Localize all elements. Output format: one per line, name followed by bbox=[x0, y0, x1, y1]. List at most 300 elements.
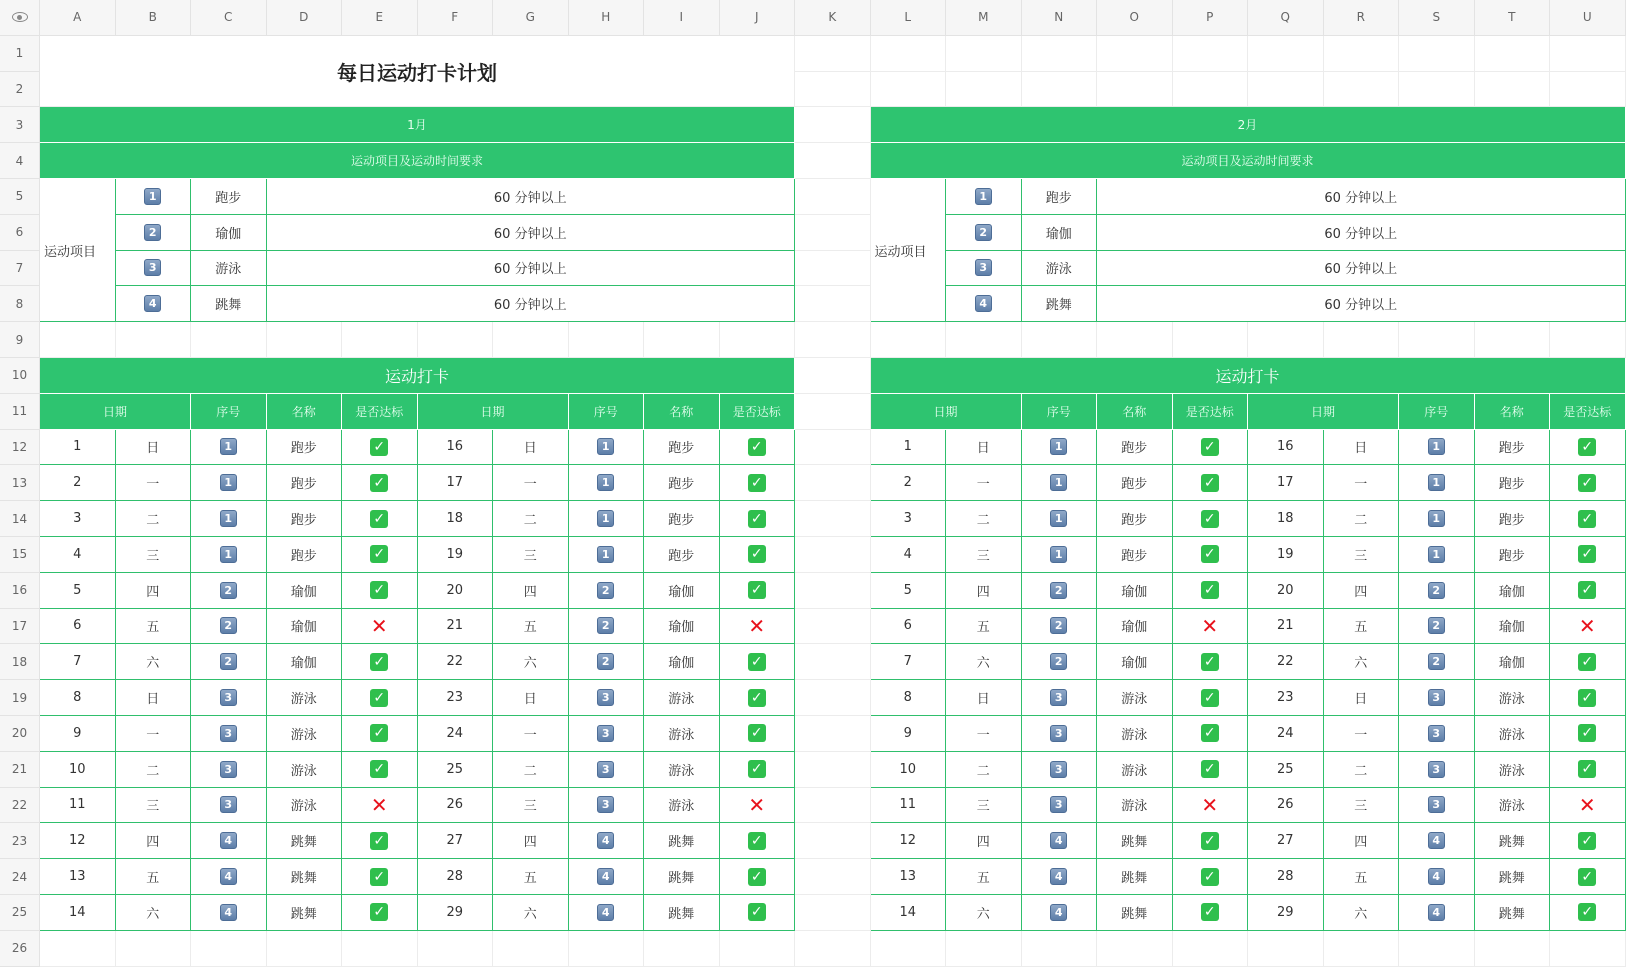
weekday-cell[interactable]: 四 bbox=[116, 573, 192, 609]
row-header-22[interactable]: 22 bbox=[0, 788, 40, 824]
header-date[interactable]: 日期 bbox=[40, 394, 191, 430]
weekday-cell[interactable]: 二 bbox=[946, 501, 1022, 537]
empty-cell[interactable] bbox=[342, 322, 418, 358]
activity-number[interactable] bbox=[1022, 895, 1098, 931]
empty-cell[interactable] bbox=[493, 322, 569, 358]
date-cell[interactable]: 28 bbox=[1248, 859, 1324, 895]
passed-cell[interactable] bbox=[720, 501, 796, 537]
date-cell[interactable]: 14 bbox=[40, 895, 116, 931]
empty-cell[interactable] bbox=[795, 286, 871, 322]
empty-cell[interactable] bbox=[946, 931, 1022, 967]
row-header-14[interactable]: 14 bbox=[0, 501, 40, 537]
row-header-3[interactable]: 3 bbox=[0, 107, 40, 143]
passed-cell[interactable] bbox=[342, 895, 418, 931]
empty-cell[interactable] bbox=[493, 931, 569, 967]
activity-name[interactable]: 跑步 bbox=[1475, 537, 1551, 573]
activity-number[interactable] bbox=[569, 859, 645, 895]
column-header-M[interactable]: M bbox=[946, 0, 1022, 36]
activity-number[interactable] bbox=[1399, 680, 1475, 716]
activity-name[interactable]: 跑步 bbox=[644, 537, 720, 573]
activity-number[interactable] bbox=[191, 895, 267, 931]
column-header-J[interactable]: J bbox=[720, 0, 796, 36]
activity-number[interactable] bbox=[191, 537, 267, 573]
weekday-cell[interactable]: 五 bbox=[946, 859, 1022, 895]
activity-name[interactable]: 游泳 bbox=[1475, 680, 1551, 716]
weekday-cell[interactable]: 二 bbox=[1324, 752, 1400, 788]
activity-name[interactable]: 瑜伽 bbox=[1475, 644, 1551, 680]
empty-cell[interactable] bbox=[1550, 72, 1626, 108]
activity-name[interactable]: 瑜伽 bbox=[1097, 644, 1173, 680]
date-cell[interactable]: 26 bbox=[418, 788, 494, 824]
activity-number[interactable] bbox=[1399, 537, 1475, 573]
activity-name[interactable]: 游泳 bbox=[267, 752, 343, 788]
empty-cell[interactable] bbox=[1475, 72, 1551, 108]
date-cell[interactable]: 20 bbox=[418, 573, 494, 609]
column-header-D[interactable]: D bbox=[267, 0, 343, 36]
activity-name[interactable]: 跳舞 bbox=[644, 823, 720, 859]
empty-cell[interactable] bbox=[1173, 72, 1249, 108]
column-header-U[interactable]: U bbox=[1550, 0, 1626, 36]
empty-cell[interactable] bbox=[795, 36, 871, 72]
activity-number[interactable] bbox=[116, 215, 192, 251]
empty-cell[interactable] bbox=[1173, 931, 1249, 967]
weekday-cell[interactable]: 五 bbox=[1324, 859, 1400, 895]
date-cell[interactable]: 24 bbox=[418, 716, 494, 752]
column-header-I[interactable]: I bbox=[644, 0, 720, 36]
column-header-S[interactable]: S bbox=[1399, 0, 1475, 36]
empty-cell[interactable] bbox=[795, 609, 871, 645]
row-header-24[interactable]: 24 bbox=[0, 859, 40, 895]
empty-cell[interactable] bbox=[795, 358, 871, 394]
activity-number[interactable] bbox=[1399, 644, 1475, 680]
empty-cell[interactable] bbox=[795, 143, 871, 179]
date-cell[interactable]: 14 bbox=[871, 895, 947, 931]
activity-number[interactable] bbox=[946, 215, 1022, 251]
activity-number[interactable] bbox=[191, 644, 267, 680]
empty-cell[interactable] bbox=[795, 501, 871, 537]
date-cell[interactable]: 9 bbox=[40, 716, 116, 752]
activity-name[interactable]: 游泳 bbox=[1097, 788, 1173, 824]
weekday-cell[interactable]: 四 bbox=[1324, 823, 1400, 859]
empty-cell[interactable] bbox=[795, 573, 871, 609]
weekday-cell[interactable]: 一 bbox=[116, 465, 192, 501]
activity-name[interactable]: 跑步 bbox=[1475, 465, 1551, 501]
date-cell[interactable]: 20 bbox=[1248, 573, 1324, 609]
empty-cell[interactable] bbox=[1475, 36, 1551, 72]
passed-cell[interactable] bbox=[1550, 716, 1626, 752]
date-cell[interactable]: 27 bbox=[418, 823, 494, 859]
column-header-P[interactable]: P bbox=[1173, 0, 1249, 36]
empty-cell[interactable] bbox=[1022, 322, 1098, 358]
passed-cell[interactable] bbox=[342, 752, 418, 788]
empty-cell[interactable] bbox=[795, 823, 871, 859]
empty-cell[interactable] bbox=[116, 322, 192, 358]
activity-number[interactable] bbox=[191, 501, 267, 537]
date-cell[interactable]: 23 bbox=[1248, 680, 1324, 716]
passed-cell[interactable] bbox=[720, 859, 796, 895]
passed-cell[interactable] bbox=[720, 680, 796, 716]
weekday-cell[interactable]: 二 bbox=[493, 752, 569, 788]
row-header-26[interactable]: 26 bbox=[0, 931, 40, 967]
date-cell[interactable]: 4 bbox=[40, 537, 116, 573]
date-cell[interactable]: 7 bbox=[40, 644, 116, 680]
passed-cell[interactable] bbox=[1550, 609, 1626, 645]
weekday-cell[interactable]: 日 bbox=[493, 680, 569, 716]
activity-name[interactable]: 跳舞 bbox=[267, 859, 343, 895]
activity-number[interactable] bbox=[191, 823, 267, 859]
empty-cell[interactable] bbox=[644, 931, 720, 967]
header-passed[interactable]: 是否达标 bbox=[1550, 394, 1626, 430]
date-cell[interactable]: 5 bbox=[40, 573, 116, 609]
empty-cell[interactable] bbox=[1248, 72, 1324, 108]
passed-cell[interactable] bbox=[342, 716, 418, 752]
weekday-cell[interactable]: 一 bbox=[946, 465, 1022, 501]
empty-cell[interactable] bbox=[795, 215, 871, 251]
passed-cell[interactable] bbox=[342, 823, 418, 859]
empty-cell[interactable] bbox=[342, 931, 418, 967]
activity-requirement[interactable]: 60 分钟以上 bbox=[1097, 251, 1626, 287]
date-cell[interactable]: 11 bbox=[40, 788, 116, 824]
weekday-cell[interactable]: 五 bbox=[116, 859, 192, 895]
empty-cell[interactable] bbox=[267, 322, 343, 358]
activity-requirement[interactable]: 60 分钟以上 bbox=[1097, 286, 1626, 322]
activity-number[interactable] bbox=[1022, 716, 1098, 752]
weekday-cell[interactable]: 六 bbox=[946, 895, 1022, 931]
activity-name[interactable]: 瑜伽 bbox=[1022, 215, 1098, 251]
empty-cell[interactable] bbox=[1022, 72, 1098, 108]
row-header-1[interactable]: 1 bbox=[0, 36, 40, 72]
activity-number[interactable] bbox=[116, 286, 192, 322]
activity-name[interactable]: 瑜伽 bbox=[267, 609, 343, 645]
activity-number[interactable] bbox=[191, 465, 267, 501]
month-header-2[interactable]: 2月 bbox=[871, 107, 1626, 143]
passed-cell[interactable] bbox=[1173, 680, 1249, 716]
activity-name[interactable]: 跑步 bbox=[1097, 501, 1173, 537]
empty-cell[interactable] bbox=[1324, 36, 1400, 72]
activity-name[interactable]: 跑步 bbox=[1097, 537, 1173, 573]
activity-name[interactable]: 跑步 bbox=[267, 537, 343, 573]
passed-cell[interactable] bbox=[1173, 609, 1249, 645]
column-header-A[interactable]: A bbox=[40, 0, 116, 36]
activity-number[interactable] bbox=[569, 501, 645, 537]
activity-name[interactable]: 游泳 bbox=[1097, 752, 1173, 788]
weekday-cell[interactable]: 日 bbox=[1324, 680, 1400, 716]
passed-cell[interactable] bbox=[720, 573, 796, 609]
passed-cell[interactable] bbox=[1550, 573, 1626, 609]
passed-cell[interactable] bbox=[342, 430, 418, 466]
date-cell[interactable]: 25 bbox=[418, 752, 494, 788]
date-cell[interactable]: 17 bbox=[418, 465, 494, 501]
activity-number[interactable] bbox=[191, 609, 267, 645]
weekday-cell[interactable]: 四 bbox=[1324, 573, 1400, 609]
activity-name[interactable]: 瑜伽 bbox=[1097, 573, 1173, 609]
header-number[interactable]: 序号 bbox=[1022, 394, 1098, 430]
passed-cell[interactable] bbox=[720, 895, 796, 931]
empty-cell[interactable] bbox=[191, 322, 267, 358]
column-header-O[interactable]: O bbox=[1097, 0, 1173, 36]
activity-name[interactable]: 跑步 bbox=[644, 501, 720, 537]
weekday-cell[interactable]: 三 bbox=[493, 537, 569, 573]
activity-name[interactable]: 跑步 bbox=[191, 179, 267, 215]
passed-cell[interactable] bbox=[1173, 823, 1249, 859]
row-header-13[interactable]: 13 bbox=[0, 465, 40, 501]
passed-cell[interactable] bbox=[1173, 465, 1249, 501]
passed-cell[interactable] bbox=[342, 465, 418, 501]
header-name[interactable]: 名称 bbox=[267, 394, 343, 430]
empty-cell[interactable] bbox=[644, 322, 720, 358]
empty-cell[interactable] bbox=[1324, 931, 1400, 967]
activity-number[interactable] bbox=[569, 823, 645, 859]
activity-name[interactable]: 游泳 bbox=[267, 788, 343, 824]
empty-cell[interactable] bbox=[795, 251, 871, 287]
activity-number[interactable] bbox=[1022, 823, 1098, 859]
passed-cell[interactable] bbox=[720, 752, 796, 788]
empty-cell[interactable] bbox=[569, 322, 645, 358]
activity-number[interactable] bbox=[1399, 895, 1475, 931]
passed-cell[interactable] bbox=[720, 609, 796, 645]
activity-number[interactable] bbox=[1399, 501, 1475, 537]
empty-cell[interactable] bbox=[1248, 322, 1324, 358]
weekday-cell[interactable]: 二 bbox=[116, 501, 192, 537]
weekday-cell[interactable]: 二 bbox=[946, 752, 1022, 788]
activity-number[interactable] bbox=[569, 609, 645, 645]
row-header-5[interactable]: 5 bbox=[0, 179, 40, 215]
empty-cell[interactable] bbox=[40, 931, 116, 967]
activity-name[interactable]: 跳舞 bbox=[191, 286, 267, 322]
empty-cell[interactable] bbox=[1022, 931, 1098, 967]
date-cell[interactable]: 26 bbox=[1248, 788, 1324, 824]
activity-name[interactable]: 游泳 bbox=[1475, 788, 1551, 824]
activity-number[interactable] bbox=[1399, 609, 1475, 645]
weekday-cell[interactable]: 六 bbox=[946, 644, 1022, 680]
activity-number[interactable] bbox=[569, 573, 645, 609]
weekday-cell[interactable]: 三 bbox=[493, 788, 569, 824]
date-cell[interactable]: 22 bbox=[1248, 644, 1324, 680]
activity-number[interactable] bbox=[569, 537, 645, 573]
header-passed[interactable]: 是否达标 bbox=[342, 394, 418, 430]
row-header-16[interactable]: 16 bbox=[0, 573, 40, 609]
empty-cell[interactable] bbox=[871, 72, 947, 108]
activity-number[interactable] bbox=[946, 179, 1022, 215]
activity-number[interactable] bbox=[1399, 465, 1475, 501]
header-date[interactable]: 日期 bbox=[418, 394, 569, 430]
passed-cell[interactable] bbox=[1550, 752, 1626, 788]
passed-cell[interactable] bbox=[1173, 895, 1249, 931]
empty-cell[interactable] bbox=[946, 322, 1022, 358]
passed-cell[interactable] bbox=[1550, 644, 1626, 680]
passed-cell[interactable] bbox=[720, 537, 796, 573]
date-cell[interactable]: 21 bbox=[1248, 609, 1324, 645]
empty-cell[interactable] bbox=[795, 537, 871, 573]
activity-number[interactable] bbox=[1399, 752, 1475, 788]
empty-cell[interactable] bbox=[795, 752, 871, 788]
empty-cell[interactable] bbox=[795, 788, 871, 824]
weekday-cell[interactable]: 四 bbox=[493, 823, 569, 859]
date-cell[interactable]: 3 bbox=[871, 501, 947, 537]
activity-number[interactable] bbox=[569, 752, 645, 788]
activity-name[interactable]: 游泳 bbox=[1475, 716, 1551, 752]
row-header-8[interactable]: 8 bbox=[0, 286, 40, 322]
weekday-cell[interactable]: 五 bbox=[116, 609, 192, 645]
row-header-2[interactable]: 2 bbox=[0, 72, 40, 108]
column-header-H[interactable]: H bbox=[569, 0, 645, 36]
row-header-9[interactable]: 9 bbox=[0, 322, 40, 358]
empty-cell[interactable] bbox=[795, 859, 871, 895]
empty-cell[interactable] bbox=[1097, 322, 1173, 358]
row-header-25[interactable]: 25 bbox=[0, 895, 40, 931]
passed-cell[interactable] bbox=[342, 859, 418, 895]
empty-cell[interactable] bbox=[1550, 931, 1626, 967]
activity-name[interactable]: 游泳 bbox=[1097, 716, 1173, 752]
header-name[interactable]: 名称 bbox=[644, 394, 720, 430]
empty-cell[interactable] bbox=[1097, 72, 1173, 108]
date-cell[interactable]: 29 bbox=[418, 895, 494, 931]
date-cell[interactable]: 22 bbox=[418, 644, 494, 680]
empty-cell[interactable] bbox=[418, 322, 494, 358]
date-cell[interactable]: 2 bbox=[871, 465, 947, 501]
activity-number[interactable] bbox=[191, 573, 267, 609]
activity-name[interactable]: 跳舞 bbox=[1097, 895, 1173, 931]
requirement-header[interactable]: 运动项目及运动时间要求 bbox=[871, 143, 1626, 179]
column-header-G[interactable]: G bbox=[493, 0, 569, 36]
passed-cell[interactable] bbox=[720, 430, 796, 466]
sports-label[interactable]: 运动项目 bbox=[871, 179, 947, 322]
empty-cell[interactable] bbox=[795, 430, 871, 466]
weekday-cell[interactable]: 六 bbox=[1324, 895, 1400, 931]
activity-number[interactable] bbox=[1399, 859, 1475, 895]
activity-requirement[interactable]: 60 分钟以上 bbox=[267, 179, 796, 215]
activity-name[interactable]: 跳舞 bbox=[1097, 859, 1173, 895]
month-header-1[interactable]: 1月 bbox=[40, 107, 795, 143]
weekday-cell[interactable]: 一 bbox=[493, 716, 569, 752]
passed-cell[interactable] bbox=[342, 680, 418, 716]
empty-cell[interactable] bbox=[267, 931, 343, 967]
date-cell[interactable]: 2 bbox=[40, 465, 116, 501]
passed-cell[interactable] bbox=[720, 465, 796, 501]
weekday-cell[interactable]: 三 bbox=[1324, 788, 1400, 824]
passed-cell[interactable] bbox=[1173, 573, 1249, 609]
activity-name[interactable]: 游泳 bbox=[644, 788, 720, 824]
date-cell[interactable]: 19 bbox=[418, 537, 494, 573]
empty-cell[interactable] bbox=[946, 36, 1022, 72]
column-header-R[interactable]: R bbox=[1324, 0, 1400, 36]
empty-cell[interactable] bbox=[871, 322, 947, 358]
activity-number[interactable] bbox=[1399, 823, 1475, 859]
weekday-cell[interactable]: 五 bbox=[1324, 609, 1400, 645]
activity-number[interactable] bbox=[569, 644, 645, 680]
activity-requirement[interactable]: 60 分钟以上 bbox=[1097, 179, 1626, 215]
column-header-T[interactable]: T bbox=[1475, 0, 1551, 36]
requirement-header[interactable]: 运动项目及运动时间要求 bbox=[40, 143, 795, 179]
activity-number[interactable] bbox=[569, 465, 645, 501]
row-header-19[interactable]: 19 bbox=[0, 680, 40, 716]
row-header-7[interactable]: 7 bbox=[0, 251, 40, 287]
date-cell[interactable]: 8 bbox=[871, 680, 947, 716]
date-cell[interactable]: 18 bbox=[1248, 501, 1324, 537]
activity-number[interactable] bbox=[1399, 573, 1475, 609]
empty-cell[interactable] bbox=[871, 931, 947, 967]
column-header-K[interactable]: K bbox=[795, 0, 871, 36]
row-header-10[interactable]: 10 bbox=[0, 358, 40, 394]
empty-cell[interactable] bbox=[795, 179, 871, 215]
passed-cell[interactable] bbox=[720, 716, 796, 752]
weekday-cell[interactable]: 二 bbox=[493, 501, 569, 537]
activity-name[interactable]: 跳舞 bbox=[644, 859, 720, 895]
activity-number[interactable] bbox=[116, 179, 192, 215]
passed-cell[interactable] bbox=[1173, 430, 1249, 466]
column-header-N[interactable]: N bbox=[1022, 0, 1098, 36]
weekday-cell[interactable]: 日 bbox=[946, 430, 1022, 466]
activity-number[interactable] bbox=[191, 752, 267, 788]
weekday-cell[interactable]: 六 bbox=[116, 895, 192, 931]
weekday-cell[interactable]: 六 bbox=[493, 644, 569, 680]
activity-number[interactable] bbox=[569, 788, 645, 824]
weekday-cell[interactable]: 一 bbox=[1324, 716, 1400, 752]
empty-cell[interactable] bbox=[1248, 36, 1324, 72]
activity-name[interactable]: 跑步 bbox=[644, 465, 720, 501]
activity-number[interactable] bbox=[569, 716, 645, 752]
empty-cell[interactable] bbox=[1173, 322, 1249, 358]
activity-name[interactable]: 游泳 bbox=[644, 680, 720, 716]
empty-cell[interactable] bbox=[795, 322, 871, 358]
date-cell[interactable]: 1 bbox=[871, 430, 947, 466]
date-cell[interactable]: 19 bbox=[1248, 537, 1324, 573]
activity-name[interactable]: 跳舞 bbox=[1022, 286, 1098, 322]
weekday-cell[interactable]: 三 bbox=[946, 537, 1022, 573]
weekday-cell[interactable]: 六 bbox=[116, 644, 192, 680]
date-cell[interactable]: 16 bbox=[418, 430, 494, 466]
passed-cell[interactable] bbox=[720, 644, 796, 680]
empty-cell[interactable] bbox=[1324, 322, 1400, 358]
date-cell[interactable]: 21 bbox=[418, 609, 494, 645]
date-cell[interactable]: 8 bbox=[40, 680, 116, 716]
weekday-cell[interactable]: 日 bbox=[116, 680, 192, 716]
empty-cell[interactable] bbox=[1475, 322, 1551, 358]
weekday-cell[interactable]: 六 bbox=[493, 895, 569, 931]
activity-number[interactable] bbox=[1022, 644, 1098, 680]
empty-cell[interactable] bbox=[795, 465, 871, 501]
passed-cell[interactable] bbox=[342, 609, 418, 645]
activity-requirement[interactable]: 60 分钟以上 bbox=[267, 286, 796, 322]
passed-cell[interactable] bbox=[1173, 859, 1249, 895]
activity-name[interactable]: 跑步 bbox=[644, 430, 720, 466]
passed-cell[interactable] bbox=[1173, 716, 1249, 752]
empty-cell[interactable] bbox=[720, 322, 796, 358]
weekday-cell[interactable]: 五 bbox=[946, 609, 1022, 645]
date-cell[interactable]: 16 bbox=[1248, 430, 1324, 466]
weekday-cell[interactable]: 三 bbox=[946, 788, 1022, 824]
activity-name[interactable]: 瑜伽 bbox=[644, 573, 720, 609]
activity-name[interactable]: 瑜伽 bbox=[267, 573, 343, 609]
weekday-cell[interactable]: 一 bbox=[116, 716, 192, 752]
passed-cell[interactable] bbox=[1550, 895, 1626, 931]
column-header-B[interactable]: B bbox=[116, 0, 192, 36]
weekday-cell[interactable]: 六 bbox=[1324, 644, 1400, 680]
activity-name[interactable]: 跳舞 bbox=[1475, 823, 1551, 859]
empty-cell[interactable] bbox=[1097, 931, 1173, 967]
activity-name[interactable]: 瑜伽 bbox=[267, 644, 343, 680]
date-cell[interactable]: 6 bbox=[871, 609, 947, 645]
empty-cell[interactable] bbox=[1399, 322, 1475, 358]
activity-name[interactable]: 游泳 bbox=[644, 752, 720, 788]
weekday-cell[interactable]: 日 bbox=[493, 430, 569, 466]
activity-requirement[interactable]: 60 分钟以上 bbox=[1097, 215, 1626, 251]
activity-name[interactable]: 跑步 bbox=[1097, 430, 1173, 466]
activity-name[interactable]: 跳舞 bbox=[267, 895, 343, 931]
empty-cell[interactable] bbox=[720, 931, 796, 967]
activity-number[interactable] bbox=[1022, 465, 1098, 501]
activity-name[interactable]: 瑜伽 bbox=[1097, 609, 1173, 645]
